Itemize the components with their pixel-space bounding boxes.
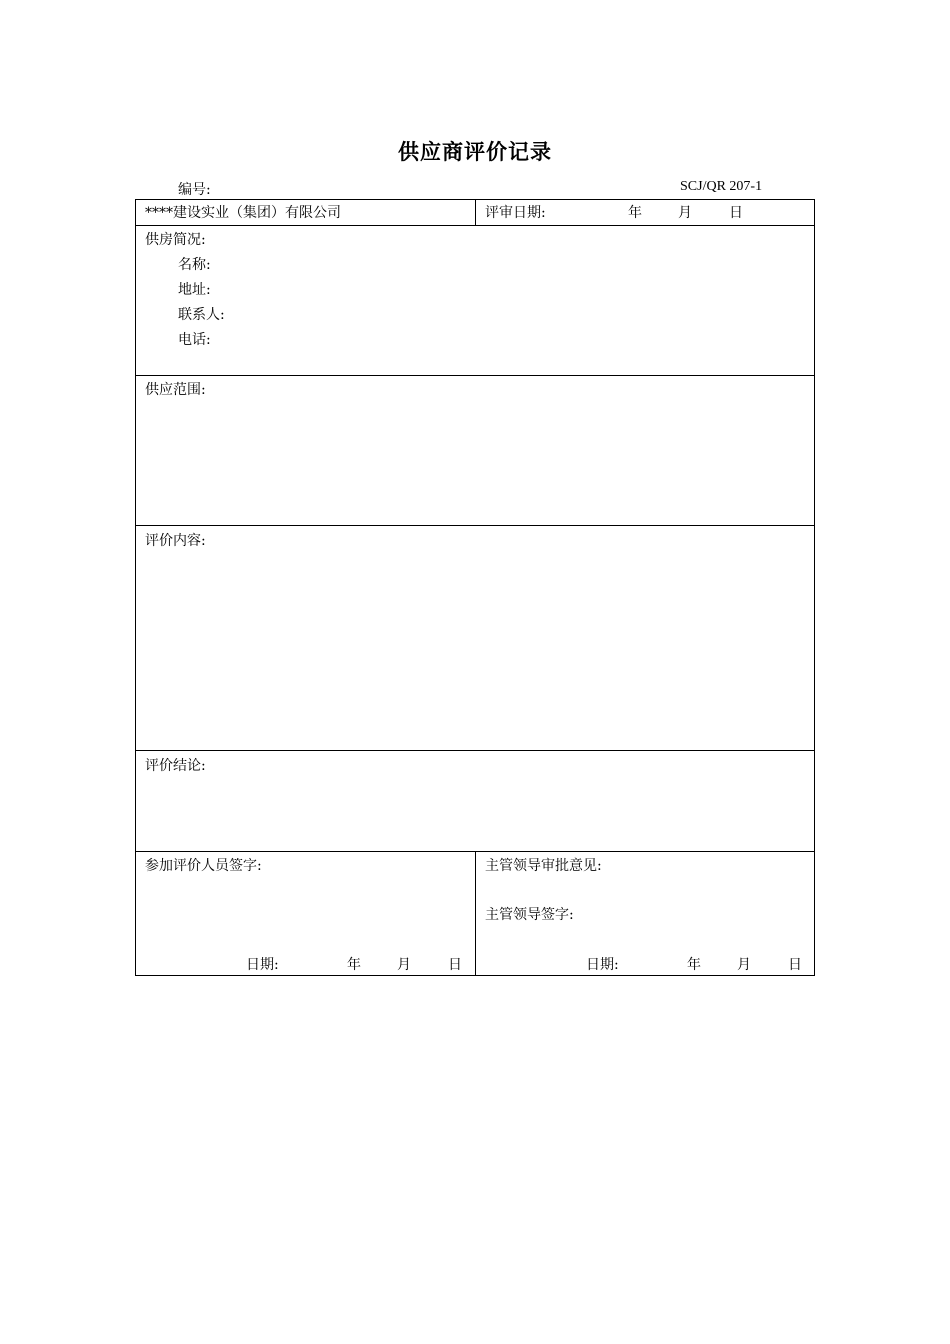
company-name: ****建设实业（集团）有限公司 xyxy=(145,205,341,221)
evaluator-date-label: 日期: xyxy=(246,957,279,973)
supplier-contact-field[interactable]: 联系人: xyxy=(178,307,225,323)
evaluation-content-field[interactable]: 评价内容: xyxy=(145,533,206,549)
evaluator-date-month: 月 xyxy=(397,957,411,973)
evaluation-form xyxy=(135,199,815,976)
form-code: SCJ/QR 207-1 xyxy=(680,179,763,194)
column-divider xyxy=(475,200,476,225)
evaluator-signature-field[interactable]: 参加评价人员签字: xyxy=(145,858,262,874)
supplier-phone-field[interactable]: 电话: xyxy=(178,332,211,348)
review-date-month: 月 xyxy=(678,205,692,221)
row-divider xyxy=(136,375,814,376)
page-title: 供应商评价记录 xyxy=(398,139,552,164)
review-date-day: 日 xyxy=(729,205,743,221)
manager-approval-field[interactable]: 主管领导审批意见: xyxy=(485,858,602,874)
row-divider xyxy=(136,225,814,226)
review-date-label[interactable]: 评审日期: xyxy=(485,205,546,221)
supply-scope-field[interactable]: 供应范围: xyxy=(145,382,206,398)
review-date-year: 年 xyxy=(628,205,642,221)
manager-date-month: 月 xyxy=(737,957,751,973)
supplier-address-field[interactable]: 地址: xyxy=(178,282,211,298)
supplier-name-field[interactable]: 名称: xyxy=(178,257,211,273)
manager-signature-field[interactable]: 主管领导签字: xyxy=(485,907,574,923)
evaluator-date-year: 年 xyxy=(347,957,361,973)
column-divider xyxy=(475,851,476,976)
row-divider xyxy=(136,750,814,751)
supplier-info-heading: 供房简况: xyxy=(145,232,206,248)
evaluation-conclusion-field[interactable]: 评价结论: xyxy=(145,758,206,774)
manager-date-year: 年 xyxy=(687,957,701,973)
manager-date-label: 日期: xyxy=(586,957,619,973)
manager-date-day: 日 xyxy=(788,957,802,973)
doc-number-label: 编号: xyxy=(178,182,211,198)
row-divider xyxy=(136,525,814,526)
evaluator-date-day: 日 xyxy=(448,957,462,973)
